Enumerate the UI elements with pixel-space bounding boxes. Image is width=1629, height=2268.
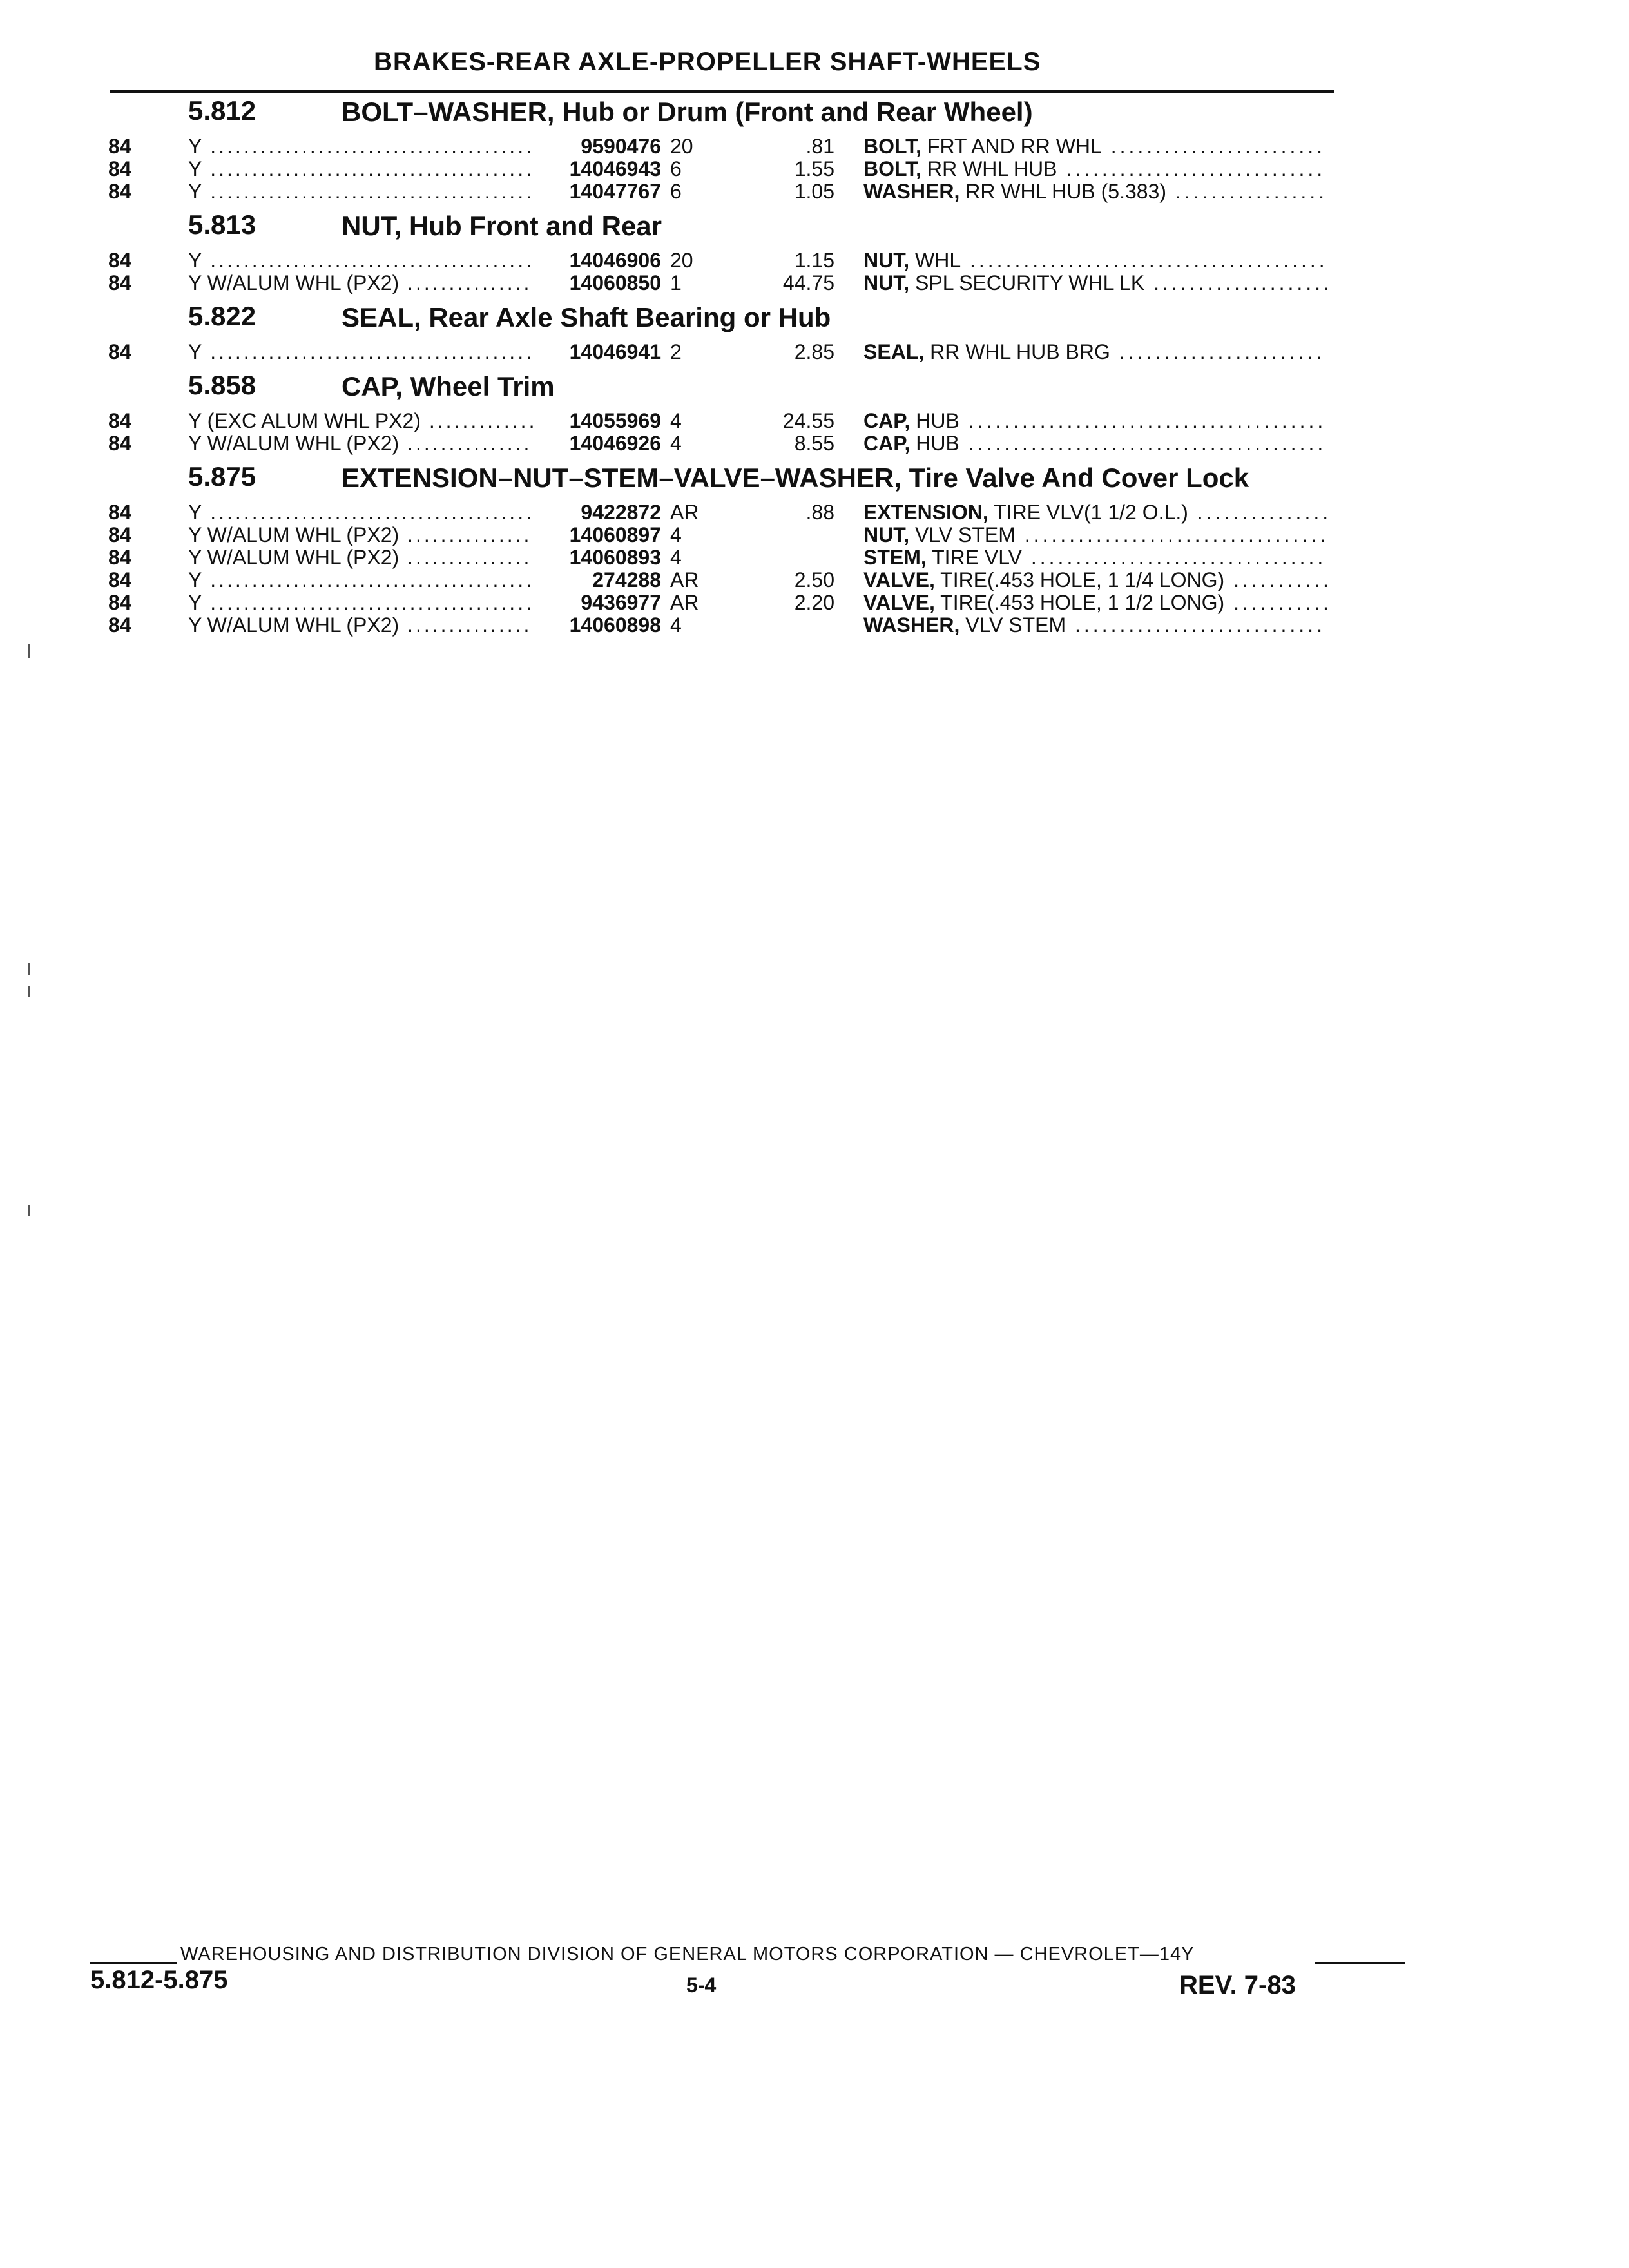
quantity: 6 (670, 180, 682, 203)
application: Y ..... (188, 135, 533, 158)
model-year: 84 (108, 249, 131, 272)
parts-section (0, 208, 1629, 300)
model-year: 84 (108, 568, 131, 591)
application: Y W/ALUM WHL (PX2) ..... (188, 546, 533, 569)
description (863, 524, 1327, 546)
model-year: 84 (108, 157, 131, 180)
application: Y ..... (188, 249, 533, 272)
application: Y ..... (188, 180, 533, 203)
model-year: 84 (108, 135, 131, 158)
description-detail: SPL SECURITY WHL LK (915, 272, 1145, 294)
description-name: WASHER, (863, 614, 960, 637)
price: .88 (805, 501, 834, 524)
section-heading (0, 208, 1629, 249)
part-number: 14060850 (569, 271, 661, 294)
model-year: 84 (108, 180, 131, 203)
section-number: 5.875 (188, 461, 256, 492)
description (863, 249, 1327, 272)
quantity: 4 (670, 613, 682, 637)
description-name: CAP, (863, 410, 911, 432)
model-year: 84 (108, 432, 131, 455)
description-detail: VLV STEM (915, 524, 1016, 546)
part-row (0, 546, 1629, 569)
model-year: 84 (108, 271, 131, 294)
description-detail: TIRE(.453 HOLE, 1 1/4 LONG) (940, 569, 1225, 591)
footer-section-range: 5.812-5.875 (90, 1966, 228, 1994)
footer-revision: REV. 7-83 (1179, 1971, 1296, 1999)
page-header (110, 44, 1334, 93)
section-number: 5.813 (188, 209, 256, 240)
part-number: 14055969 (569, 409, 661, 432)
description-name: WASHER, (863, 180, 960, 203)
footer-publisher-line: WAREHOUSING AND DISTRIBUTION DIVISION OF GENERAL MOTORS CORPORATION — CHEVROLET—14Y (180, 1944, 1195, 1965)
part-number: 14060893 (569, 546, 661, 569)
part-row (0, 614, 1629, 637)
quantity: 4 (670, 409, 682, 432)
part-number: 14047767 (569, 180, 661, 203)
application: Y ..... (188, 341, 533, 363)
part-row (0, 569, 1629, 591)
description-name: SEAL, (863, 341, 925, 363)
price: 44.75 (782, 271, 834, 294)
price: 2.50 (794, 568, 834, 591)
model-year: 84 (108, 591, 131, 614)
quantity: AR (670, 568, 699, 591)
margin-mark (28, 963, 30, 975)
description (863, 546, 1327, 569)
part-row (0, 158, 1629, 180)
part-row (0, 410, 1629, 432)
section-heading (0, 300, 1629, 341)
section-title: EXTENSION–NUT–STEM–VALVE–WASHER, Tire Valve And Cover Lock (342, 463, 1249, 493)
part-row (0, 180, 1629, 203)
description-detail: TIRE VLV(1 1/2 O.L.) (994, 501, 1188, 524)
part-number: 9436977 (581, 591, 661, 614)
description (863, 591, 1327, 614)
section-number: 5.822 (188, 301, 256, 331)
model-year: 84 (108, 340, 131, 363)
price: 24.55 (782, 409, 834, 432)
quantity: 20 (670, 249, 693, 272)
application: Y ..... (188, 501, 533, 524)
part-row (0, 341, 1629, 363)
margin-mark (28, 644, 30, 658)
description-name: NUT, (863, 249, 910, 272)
description-name: BOLT, (863, 158, 922, 180)
model-year: 84 (108, 546, 131, 569)
part-row (0, 524, 1629, 546)
part-number: 14046943 (569, 157, 661, 180)
description (863, 158, 1327, 180)
application: Y W/ALUM WHL (PX2) ..... (188, 432, 533, 455)
parts-section (0, 94, 1629, 208)
parts-section (0, 300, 1629, 369)
margin-mark (28, 986, 30, 997)
footer-page-number: 5-4 (686, 1974, 717, 1997)
quantity: 20 (670, 135, 693, 158)
section-number: 5.812 (188, 95, 256, 126)
page-footer (90, 1936, 1327, 2013)
description-name: CAP, (863, 432, 911, 455)
part-number: 274288 (592, 568, 661, 591)
price: 2.20 (794, 591, 834, 614)
description-detail: WHL (915, 249, 961, 272)
description-detail: HUB (916, 410, 959, 432)
description (863, 341, 1327, 363)
description-name: NUT, (863, 524, 910, 546)
application: Y ..... (188, 158, 533, 180)
price: 1.15 (794, 249, 834, 272)
description-name: EXTENSION, (863, 501, 988, 524)
application: Y ..... (188, 569, 533, 591)
part-row (0, 272, 1629, 294)
part-row (0, 591, 1629, 614)
description (863, 614, 1327, 637)
description-detail: RR WHL HUB (5.383) (965, 180, 1166, 203)
section-number: 5.858 (188, 370, 256, 400)
model-year: 84 (108, 501, 131, 524)
price: 1.05 (794, 180, 834, 203)
description (863, 569, 1327, 591)
description (863, 180, 1327, 203)
description-detail: TIRE VLV (932, 546, 1022, 569)
parts-section (0, 460, 1629, 642)
footer-rule-left (90, 1962, 177, 1964)
application: Y W/ALUM WHL (PX2) ..... (188, 524, 533, 546)
description-name: BOLT, (863, 135, 922, 158)
margin-mark (28, 1205, 30, 1216)
parts-list (0, 94, 1629, 642)
description-detail: RR WHL HUB (927, 158, 1057, 180)
model-year: 84 (108, 523, 131, 546)
description-detail: VLV STEM (965, 614, 1066, 637)
part-number: 9422872 (581, 501, 661, 524)
part-number: 14060897 (569, 523, 661, 546)
description-detail: FRT AND RR WHL (927, 135, 1102, 158)
section-heading (0, 460, 1629, 501)
quantity: 4 (670, 432, 682, 455)
part-number: 9590476 (581, 135, 661, 158)
section-title: CAP, Wheel Trim (342, 371, 555, 401)
description-name: VALVE, (863, 569, 935, 591)
page-title: BRAKES-REAR AXLE-PROPELLER SHAFT-WHEELS (374, 48, 1041, 76)
price: .81 (805, 135, 834, 158)
section-heading (0, 94, 1629, 135)
description (863, 135, 1327, 158)
quantity: AR (670, 501, 699, 524)
description (863, 272, 1327, 294)
footer-rule-right (1315, 1962, 1405, 1964)
model-year: 84 (108, 409, 131, 432)
description-name: NUT, (863, 272, 910, 294)
application: Y ..... (188, 591, 533, 614)
quantity: 1 (670, 271, 682, 294)
section-heading (0, 369, 1629, 410)
description-name: VALVE, (863, 591, 935, 614)
section-title: BOLT–WASHER, Hub or Drum (Front and Rear Wheel) (342, 97, 1033, 127)
application: Y (EXC ALUM WHL PX2) ..... (188, 410, 533, 432)
part-row (0, 135, 1629, 158)
part-number: 14060898 (569, 613, 661, 637)
application: Y W/ALUM WHL (PX2) ..... (188, 614, 533, 637)
description-detail: HUB (916, 432, 959, 455)
price: 2.85 (794, 340, 834, 363)
quantity: 6 (670, 157, 682, 180)
quantity: AR (670, 591, 699, 614)
quantity: 2 (670, 340, 682, 363)
description-detail: RR WHL HUB BRG (930, 341, 1110, 363)
part-row (0, 501, 1629, 524)
description (863, 432, 1327, 455)
part-number: 14046906 (569, 249, 661, 272)
description-name: STEM, (863, 546, 927, 569)
price: 8.55 (794, 432, 834, 455)
part-row (0, 249, 1629, 272)
part-number: 14046941 (569, 340, 661, 363)
section-title: NUT, Hub Front and Rear (342, 211, 662, 241)
model-year: 84 (108, 613, 131, 637)
quantity: 4 (670, 523, 682, 546)
description-detail: TIRE(.453 HOLE, 1 1/2 LONG) (940, 591, 1225, 614)
part-row (0, 432, 1629, 455)
description (863, 501, 1327, 524)
description (863, 410, 1327, 432)
section-title: SEAL, Rear Axle Shaft Bearing or Hub (342, 302, 831, 332)
parts-section (0, 369, 1629, 460)
quantity: 4 (670, 546, 682, 569)
part-number: 14046926 (569, 432, 661, 455)
price: 1.55 (794, 157, 834, 180)
application: Y W/ALUM WHL (PX2) ..... (188, 272, 533, 294)
